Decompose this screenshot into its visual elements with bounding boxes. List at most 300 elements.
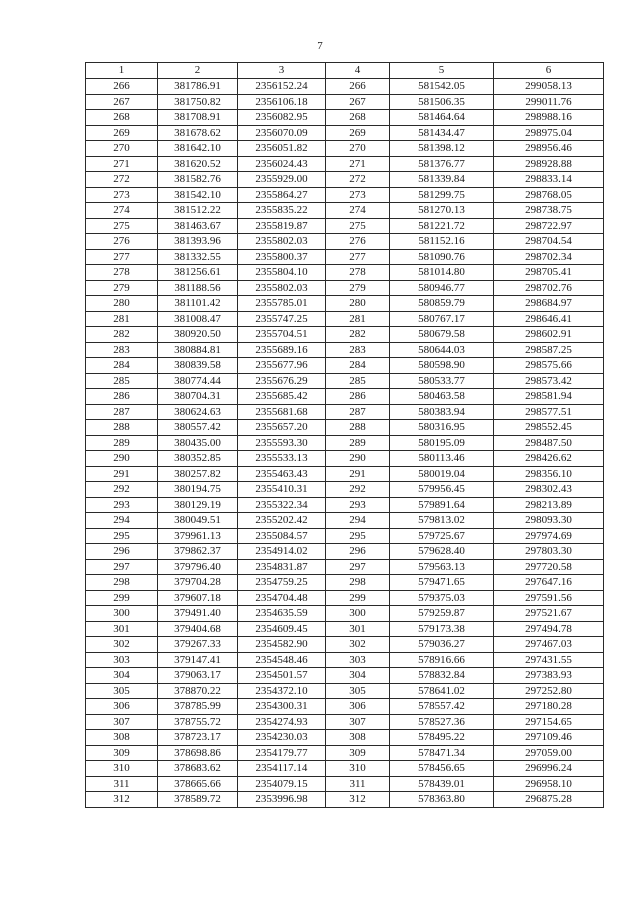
table-row [86, 358, 604, 374]
table-cell: 581221.72 [390, 218, 494, 234]
table-row [86, 792, 604, 808]
table-cell: 273 [86, 187, 158, 203]
table-cell: 298705.41 [494, 265, 604, 281]
table-cell: 298487.50 [494, 435, 604, 451]
table-row [86, 280, 604, 296]
table-cell: 581152.16 [390, 234, 494, 250]
table-row [86, 575, 604, 591]
table-cell: 302 [326, 637, 390, 653]
coordinates-table [85, 62, 604, 808]
table-cell: 298928.88 [494, 156, 604, 172]
table-cell: 579813.02 [390, 513, 494, 529]
table-cell: 286 [86, 389, 158, 405]
table-cell: 381620.52 [158, 156, 238, 172]
table-cell: 2354079.15 [238, 776, 326, 792]
table-cell: 297494.78 [494, 621, 604, 637]
table-cell: 2355864.27 [238, 187, 326, 203]
table-cell: 2354230.03 [238, 730, 326, 746]
table-cell: 2354582.90 [238, 637, 326, 653]
table-cell: 297647.16 [494, 575, 604, 591]
table-cell: 581299.75 [390, 187, 494, 203]
table-cell: 305 [86, 683, 158, 699]
table-row [86, 590, 604, 606]
table-cell: 277 [326, 249, 390, 265]
table-cell: 581464.64 [390, 110, 494, 126]
table-cell: 306 [86, 699, 158, 715]
table-cell: 580679.58 [390, 327, 494, 343]
table-cell: 296 [86, 544, 158, 560]
table-cell: 581434.47 [390, 125, 494, 141]
table-cell: 2355835.22 [238, 203, 326, 219]
table-header-row [86, 63, 604, 79]
table-cell: 578363.80 [390, 792, 494, 808]
table-cell: 2356051.82 [238, 141, 326, 157]
table-row [86, 714, 604, 730]
table-row [86, 94, 604, 110]
table-cell: 297154.65 [494, 714, 604, 730]
table-cell: 381708.91 [158, 110, 238, 126]
table-cell: 309 [86, 745, 158, 761]
table-cell: 304 [86, 668, 158, 684]
table-cell: 380884.81 [158, 342, 238, 358]
table-cell: 580383.94 [390, 404, 494, 420]
table-cell: 298684.97 [494, 296, 604, 312]
table-row [86, 497, 604, 513]
table-row [86, 528, 604, 544]
table-cell: 271 [86, 156, 158, 172]
table-cell: 294 [86, 513, 158, 529]
table-cell: 2354179.77 [238, 745, 326, 761]
table-cell: 2355802.03 [238, 234, 326, 250]
table-row [86, 110, 604, 126]
table-cell: 381542.10 [158, 187, 238, 203]
table-cell: 310 [326, 761, 390, 777]
table-row [86, 621, 604, 637]
table-cell: 298722.97 [494, 218, 604, 234]
table-cell: 300 [86, 606, 158, 622]
table-cell: 581339.84 [390, 172, 494, 188]
table-cell: 581090.76 [390, 249, 494, 265]
table-cell: 2355410.31 [238, 482, 326, 498]
table-cell: 380624.63 [158, 404, 238, 420]
table-row [86, 451, 604, 467]
table-row [86, 156, 604, 172]
table-cell: 288 [326, 420, 390, 436]
table-cell: 292 [86, 482, 158, 498]
table-cell: 578456.65 [390, 761, 494, 777]
table-cell: 2355689.16 [238, 342, 326, 358]
table-cell: 2355677.96 [238, 358, 326, 374]
table-cell: 290 [326, 451, 390, 467]
table-cell: 298702.76 [494, 280, 604, 296]
table-cell: 298575.66 [494, 358, 604, 374]
table-cell: 290 [86, 451, 158, 467]
table-cell: 580019.04 [390, 466, 494, 482]
table-cell: 2355800.37 [238, 249, 326, 265]
table-cell: 284 [326, 358, 390, 374]
table-cell: 381188.56 [158, 280, 238, 296]
table-cell: 379147.41 [158, 652, 238, 668]
table-row [86, 668, 604, 684]
table-cell: 378723.17 [158, 730, 238, 746]
table-cell: 285 [326, 373, 390, 389]
table-cell: 2355747.25 [238, 311, 326, 327]
table-cell: 580533.77 [390, 373, 494, 389]
table-cell: 381463.67 [158, 218, 238, 234]
table-row [86, 776, 604, 792]
table-cell: 2356024.43 [238, 156, 326, 172]
table-cell: 283 [86, 342, 158, 358]
table-cell: 578641.02 [390, 683, 494, 699]
table-cell: 2355084.57 [238, 528, 326, 544]
table-cell: 298 [86, 575, 158, 591]
table-cell: 299058.13 [494, 79, 604, 95]
table-cell: 298302.43 [494, 482, 604, 498]
table-cell: 306 [326, 699, 390, 715]
table-cell: 291 [326, 466, 390, 482]
table-cell: 2354501.57 [238, 668, 326, 684]
table-cell: 281 [326, 311, 390, 327]
table-row [86, 296, 604, 312]
table-cell: 298356.10 [494, 466, 604, 482]
table-cell: 303 [326, 652, 390, 668]
table-cell: 2354117.14 [238, 761, 326, 777]
table-cell: 581542.05 [390, 79, 494, 95]
table-body [86, 79, 604, 808]
table-cell: 579725.67 [390, 528, 494, 544]
table-cell: 579628.40 [390, 544, 494, 560]
table-cell: 298602.91 [494, 327, 604, 343]
table-cell: 301 [326, 621, 390, 637]
table-cell: 297252.80 [494, 683, 604, 699]
table-cell: 297974.69 [494, 528, 604, 544]
table-row [86, 172, 604, 188]
table-cell: 289 [86, 435, 158, 451]
table-cell: 2354831.87 [238, 559, 326, 575]
table-cell: 2355322.34 [238, 497, 326, 513]
table-row [86, 730, 604, 746]
table-cell: 2355681.68 [238, 404, 326, 420]
table-cell: 298702.34 [494, 249, 604, 265]
table-cell: 284 [86, 358, 158, 374]
table-cell: 307 [86, 714, 158, 730]
table-row [86, 311, 604, 327]
table-cell: 312 [86, 792, 158, 808]
table-cell: 380557.42 [158, 420, 238, 436]
table-cell: 310 [86, 761, 158, 777]
table-cell: 288 [86, 420, 158, 436]
table-cell: 380049.51 [158, 513, 238, 529]
table-cell: 304 [326, 668, 390, 684]
table-cell: 380839.58 [158, 358, 238, 374]
table-cell: 292 [326, 482, 390, 498]
table-cell: 580195.09 [390, 435, 494, 451]
table-cell: 287 [326, 404, 390, 420]
table-cell: 381393.96 [158, 234, 238, 250]
page-number: 7 [317, 40, 323, 52]
table-cell: 379796.40 [158, 559, 238, 575]
table-cell: 581014.80 [390, 265, 494, 281]
table-cell: 380774.44 [158, 373, 238, 389]
table-cell: 276 [326, 234, 390, 250]
table-cell: 286 [326, 389, 390, 405]
table-cell: 381256.61 [158, 265, 238, 281]
table-cell: 378870.22 [158, 683, 238, 699]
table-row [86, 218, 604, 234]
table-cell: 274 [326, 203, 390, 219]
table-cell: 293 [326, 497, 390, 513]
table-cell: 580644.03 [390, 342, 494, 358]
table-cell: 581270.13 [390, 203, 494, 219]
table-cell: 580113.46 [390, 451, 494, 467]
table-row [86, 761, 604, 777]
table-cell: 298956.46 [494, 141, 604, 157]
table-cell: 379704.28 [158, 575, 238, 591]
column-header: 6 [494, 63, 604, 79]
table-cell: 2356082.95 [238, 110, 326, 126]
column-header: 5 [390, 63, 494, 79]
table-cell: 579471.65 [390, 575, 494, 591]
table-cell: 282 [326, 327, 390, 343]
table-row [86, 342, 604, 358]
table-cell: 298552.45 [494, 420, 604, 436]
table-cell: 2356106.18 [238, 94, 326, 110]
table-cell: 580946.77 [390, 280, 494, 296]
table-cell: 578471.34 [390, 745, 494, 761]
table-cell: 2354274.93 [238, 714, 326, 730]
table-cell: 298768.05 [494, 187, 604, 203]
table-cell: 303 [86, 652, 158, 668]
table-cell: 285 [86, 373, 158, 389]
table-cell: 296875.28 [494, 792, 604, 808]
table-cell: 301 [86, 621, 158, 637]
table-cell: 280 [86, 296, 158, 312]
table-cell: 298581.94 [494, 389, 604, 405]
table-cell: 298704.54 [494, 234, 604, 250]
table-row [86, 652, 604, 668]
table-cell: 298577.51 [494, 404, 604, 420]
table-cell: 2354609.45 [238, 621, 326, 637]
table-row [86, 187, 604, 203]
table-cell: 278 [86, 265, 158, 281]
table-row [86, 544, 604, 560]
table-cell: 2355676.29 [238, 373, 326, 389]
table-cell: 2356152.24 [238, 79, 326, 95]
table-cell: 378785.99 [158, 699, 238, 715]
table-cell: 270 [326, 141, 390, 157]
table-row [86, 327, 604, 343]
table-cell: 299 [86, 590, 158, 606]
table-cell: 298 [326, 575, 390, 591]
table-cell: 275 [86, 218, 158, 234]
table-row [86, 513, 604, 529]
table-row [86, 637, 604, 653]
table-cell: 581398.12 [390, 141, 494, 157]
table-cell: 2354914.02 [238, 544, 326, 560]
table-cell: 305 [326, 683, 390, 699]
table-cell: 2355202.42 [238, 513, 326, 529]
table-cell: 266 [86, 79, 158, 95]
table-cell: 2355929.00 [238, 172, 326, 188]
table-cell: 579259.87 [390, 606, 494, 622]
column-header: 1 [86, 63, 158, 79]
table-cell: 2355804.10 [238, 265, 326, 281]
table-cell: 579375.03 [390, 590, 494, 606]
table-row [86, 79, 604, 95]
table-cell: 269 [86, 125, 158, 141]
table-cell: 2354704.48 [238, 590, 326, 606]
table-cell: 381101.42 [158, 296, 238, 312]
table-cell: 580859.79 [390, 296, 494, 312]
table-cell: 2355802.03 [238, 280, 326, 296]
table-cell: 273 [326, 187, 390, 203]
table-cell: 2354635.59 [238, 606, 326, 622]
table-cell: 2354300.31 [238, 699, 326, 715]
table-row [86, 265, 604, 281]
table-cell: 299 [326, 590, 390, 606]
table-cell: 2354548.46 [238, 652, 326, 668]
table-cell: 381332.55 [158, 249, 238, 265]
table-row [86, 420, 604, 436]
table-cell: 580767.17 [390, 311, 494, 327]
table-cell: 297180.28 [494, 699, 604, 715]
table-cell: 2355463.43 [238, 466, 326, 482]
table-cell: 380920.50 [158, 327, 238, 343]
table-cell: 268 [86, 110, 158, 126]
table-cell: 380352.85 [158, 451, 238, 467]
table-cell: 297 [326, 559, 390, 575]
table-row [86, 249, 604, 265]
table-cell: 296996.24 [494, 761, 604, 777]
table-cell: 271 [326, 156, 390, 172]
table-cell: 276 [86, 234, 158, 250]
table-cell: 289 [326, 435, 390, 451]
table-cell: 381750.82 [158, 94, 238, 110]
table-cell: 380129.19 [158, 497, 238, 513]
table-row [86, 466, 604, 482]
table-cell: 283 [326, 342, 390, 358]
table-cell: 381512.22 [158, 203, 238, 219]
table-cell: 378683.62 [158, 761, 238, 777]
table-cell: 296958.10 [494, 776, 604, 792]
table-cell: 269 [326, 125, 390, 141]
table-row [86, 373, 604, 389]
table-cell: 2355593.30 [238, 435, 326, 451]
table-row [86, 125, 604, 141]
table-cell: 380704.31 [158, 389, 238, 405]
table-cell: 381678.62 [158, 125, 238, 141]
table-cell: 287 [86, 404, 158, 420]
table-cell: 2355785.01 [238, 296, 326, 312]
table-cell: 2353996.98 [238, 792, 326, 808]
table-cell: 307 [326, 714, 390, 730]
table-cell: 298646.41 [494, 311, 604, 327]
table-cell: 298426.62 [494, 451, 604, 467]
table-cell: 578916.66 [390, 652, 494, 668]
table-cell: 381786.91 [158, 79, 238, 95]
table-cell: 579036.27 [390, 637, 494, 653]
table-cell: 580316.95 [390, 420, 494, 436]
table-cell: 379862.37 [158, 544, 238, 560]
table-cell: 298833.14 [494, 172, 604, 188]
table-row [86, 559, 604, 575]
table-cell: 298975.04 [494, 125, 604, 141]
table-cell: 300 [326, 606, 390, 622]
table-cell: 379267.33 [158, 637, 238, 653]
table-cell: 268 [326, 110, 390, 126]
table-cell: 299011.76 [494, 94, 604, 110]
table-cell: 581376.77 [390, 156, 494, 172]
table-cell: 311 [86, 776, 158, 792]
table-cell: 308 [326, 730, 390, 746]
table-cell: 578527.36 [390, 714, 494, 730]
table-cell: 293 [86, 497, 158, 513]
table-cell: 297059.00 [494, 745, 604, 761]
table-row [86, 745, 604, 761]
table-cell: 378665.66 [158, 776, 238, 792]
table-cell: 298093.30 [494, 513, 604, 529]
table-cell: 578495.22 [390, 730, 494, 746]
table-cell: 2355819.87 [238, 218, 326, 234]
table-row [86, 699, 604, 715]
table-cell: 378755.72 [158, 714, 238, 730]
table-cell: 297521.67 [494, 606, 604, 622]
table-cell: 266 [326, 79, 390, 95]
table-cell: 579563.13 [390, 559, 494, 575]
table-cell: 2355685.42 [238, 389, 326, 405]
table-row [86, 606, 604, 622]
table-cell: 297591.56 [494, 590, 604, 606]
table-cell: 380257.82 [158, 466, 238, 482]
table-cell: 311 [326, 776, 390, 792]
table-cell: 280 [326, 296, 390, 312]
table-cell: 2354759.25 [238, 575, 326, 591]
table-row [86, 234, 604, 250]
table-cell: 580598.90 [390, 358, 494, 374]
table-cell: 297 [86, 559, 158, 575]
table-cell: 272 [326, 172, 390, 188]
table-cell: 379961.13 [158, 528, 238, 544]
table-cell: 379491.40 [158, 606, 238, 622]
table-cell: 295 [86, 528, 158, 544]
table-cell: 2355533.13 [238, 451, 326, 467]
table-row [86, 141, 604, 157]
table-row [86, 203, 604, 219]
table-row [86, 435, 604, 451]
table-cell: 579956.45 [390, 482, 494, 498]
table-cell: 578832.84 [390, 668, 494, 684]
table-cell: 298573.42 [494, 373, 604, 389]
table-cell: 379607.18 [158, 590, 238, 606]
table-cell: 298587.25 [494, 342, 604, 358]
table-cell: 294 [326, 513, 390, 529]
column-header: 2 [158, 63, 238, 79]
table-cell: 295 [326, 528, 390, 544]
table-cell: 381642.10 [158, 141, 238, 157]
table-cell: 579891.64 [390, 497, 494, 513]
table-row [86, 482, 604, 498]
table-cell: 578557.42 [390, 699, 494, 715]
table-cell: 581506.35 [390, 94, 494, 110]
table-cell: 378589.72 [158, 792, 238, 808]
table-cell: 270 [86, 141, 158, 157]
table-cell: 297720.58 [494, 559, 604, 575]
table-cell: 2355704.51 [238, 327, 326, 343]
table-cell: 381582.76 [158, 172, 238, 188]
table-cell: 380435.00 [158, 435, 238, 451]
table-cell: 291 [86, 466, 158, 482]
table-cell: 267 [326, 94, 390, 110]
